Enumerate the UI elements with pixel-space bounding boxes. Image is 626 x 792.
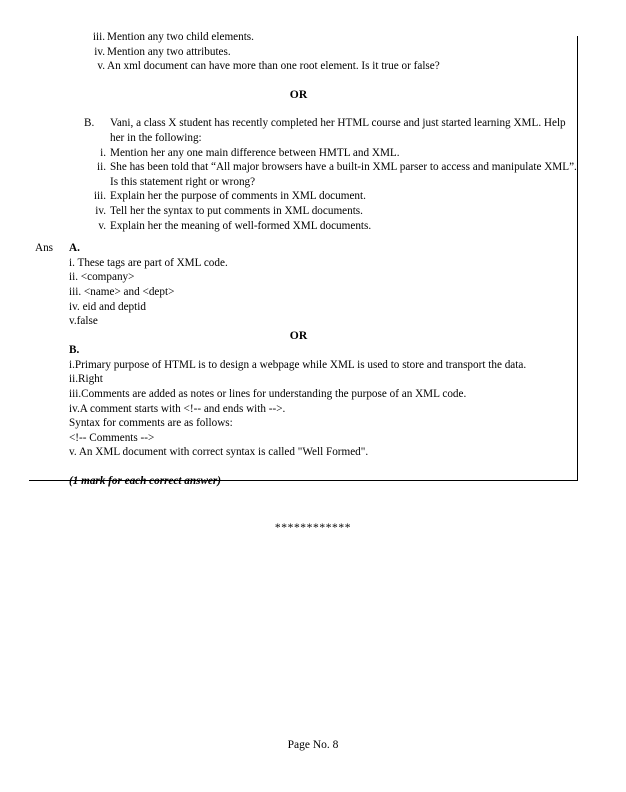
answer-line: i. These tags are part of XML code. <box>69 256 228 269</box>
list-item <box>0 45 577 60</box>
question-b-stem-text: Vani, a class X student has recently completed her HTML course and just started learning XML. Help her in the following: <box>110 117 566 144</box>
list-text: Mention her any one main difference between HMTL and XML. <box>110 146 400 159</box>
answer-line: v.false <box>69 315 98 328</box>
page-footer: Page No. 8 <box>287 739 339 751</box>
list-text: Mention any two attributes. <box>107 45 231 58</box>
list-item <box>0 219 577 234</box>
list-marker: ii. <box>96 161 106 174</box>
answer-line: iii.Comments are added as notes or lines for understanding the purpose of an XML code. <box>69 388 467 401</box>
list-text: Tell her the syntax to put comments in XML documents. <box>110 204 363 217</box>
answer-line: v. An XML document with correct syntax is called "Well Formed". <box>69 446 369 459</box>
answer-line: ii.Right <box>69 373 103 386</box>
list-marker: iii. <box>92 31 105 43</box>
content-border-right <box>577 36 578 481</box>
list-item <box>0 146 577 161</box>
list-item <box>0 204 577 219</box>
answer-part-a-heading: A. <box>69 242 80 255</box>
list-item <box>0 59 577 74</box>
answer-line: <!-- Comments --> <box>69 431 155 444</box>
list-marker: iv. <box>94 45 105 58</box>
list-item <box>0 189 577 204</box>
question-b-marker: B. <box>84 117 95 130</box>
question-a-tail-list <box>0 30 577 74</box>
question-b-stem <box>0 116 577 145</box>
list-text: Mention any two child elements. <box>107 31 254 43</box>
answer-part-b-heading: B. <box>69 344 80 357</box>
asterisk-divider: ************ <box>274 522 352 534</box>
list-text: An xml document can have more than one root element. Is it true or false? <box>107 60 440 73</box>
answer-label: Ans <box>35 242 54 255</box>
answer-line: i.Primary purpose of HTML is to design a webpage while XML is used to store and transport the data. <box>69 358 527 371</box>
answer-line: iv.A comment starts with <!-- and ends with -->. <box>69 402 286 415</box>
list-text: Explain her the meaning of well-formed XML documents. <box>110 219 372 232</box>
or-separator-answer: OR <box>289 328 308 342</box>
list-marker: v. <box>98 219 106 232</box>
list-marker: iv. <box>95 204 106 217</box>
answer-line: ii. <company> <box>69 271 135 284</box>
or-separator-question: OR <box>289 87 308 101</box>
marks-note: (1 mark for each correct answer) <box>69 475 221 488</box>
list-text: She has been told that “All major browsers have a built-in XML parser to access and manipulate XML”. Is this statement right or wrong? <box>110 161 577 188</box>
answer-line: iii. <name> and <dept> <box>69 285 175 298</box>
list-marker: iii. <box>93 190 106 203</box>
question-b-list <box>0 116 577 233</box>
list-marker: v. <box>97 60 105 73</box>
list-marker: i. <box>100 146 106 159</box>
list-item <box>0 30 577 45</box>
answer-line: Syntax for comments are as follows: <box>69 417 233 430</box>
answer-line: iv. eid and deptid <box>69 300 146 313</box>
list-text: Explain her the purpose of comments in XML document. <box>110 190 366 203</box>
list-item <box>0 160 577 189</box>
answer-heading-row <box>0 241 577 256</box>
